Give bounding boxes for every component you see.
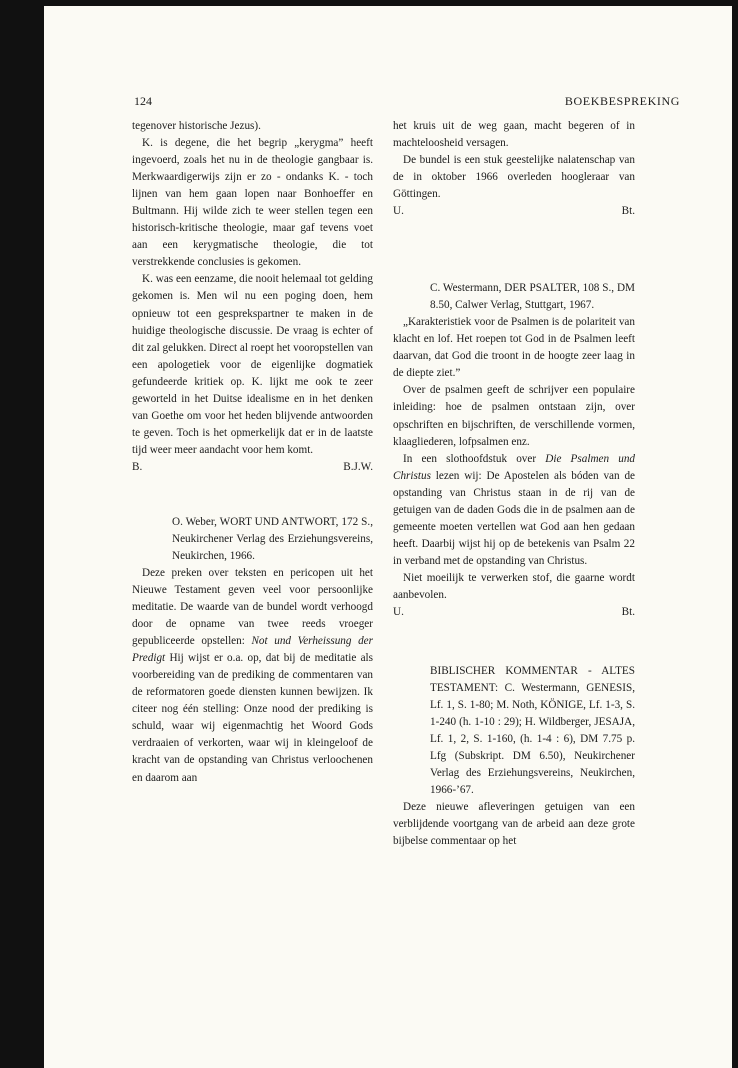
paragraph: Over de psalmen geeft de schrijver een populaire inleiding: hoe de psalmen ontstaan zijn, over opschriften en bijschriften, de verschillende vormen, klaagliederen, lofpsalmen enz. <box>393 384 635 448</box>
text-run: In een slothoofdstuk over <box>403 452 537 465</box>
paragraph <box>393 451 635 570</box>
paragraph: K. was een eenzame, die nooit helemaal tot gelding gekomen is. Men wil nu een poging doen, hem opnieuw tot een gesprekspartner te maken in de huidige theologische discussie. De vraag is echter of dit zal gelukken. Direct al roept het vooropstellen van een apologetiek voor de eigenlijke dogmatiek gefundeerde kritiek op. K. lijkt me ook te zeer geworteld in het Duitse idealisme en in het denken van Goethe om voor het heden blijvende antwoorden te geven. Toch is het opmerkelijk dat er in de laatste tijd weer meer aandacht voor hem komt. <box>132 273 373 456</box>
reviewer-signature <box>132 459 373 476</box>
paragraph: Deze nieuwe afleveringen getuigen van een verblijdende voortgang van de arbeid aan deze grote bijbelse commentaar op het <box>393 801 635 848</box>
paragraph <box>132 565 373 787</box>
signature-author: Bt. <box>621 205 635 218</box>
reviewer-signature <box>393 604 635 621</box>
review-heading: O. Weber, WORT UND ANTWORT, 172 S., Neukirchener Verlag des Erziehungsvereins, Neukirchen, 1966. <box>172 515 373 562</box>
text-run: Deze preken over teksten en pericopen uit het Nieuwe Testament geven veel voor persoonlijke meditatie. De waarde van de bundel wordt verhoogd door de opname van twee reeds vroeger gepubliceerde opstellen: <box>132 566 373 648</box>
signature-author: Bt. <box>621 606 635 619</box>
paragraph: „Karakteristiek voor de Psalmen is de polariteit van klacht en lof. Het roepen tot God in de Psalmen leeft daarvan, dat God die troont in de hoogte zeer laag in de diepte ziet.” <box>393 316 635 380</box>
italic-title: Die Psalmen und Christus <box>393 452 636 482</box>
right-column <box>393 118 635 850</box>
running-title: BOEKBESPREKING <box>564 94 680 108</box>
paragraph: het kruis uit de weg gaan, macht begeren of in machteloosheid versagen. <box>393 120 635 150</box>
italic-title: Not und Verheissung der Predigt <box>132 635 373 665</box>
signature-author: B.J.W. <box>343 460 373 473</box>
book-page <box>44 6 732 1068</box>
review-heading: C. Westermann, DER PSALTER, 108 S., DM 8.50, Calwer Verlag, Stuttgart, 1967. <box>430 282 635 312</box>
paragraph: De bundel is een stuk geestelijke nalatenschap van de in oktober 1966 overleden hoogleraar van Göttingen. <box>393 154 635 201</box>
page-number: 124 <box>134 94 152 108</box>
paragraph: Niet moeilijk te verwerken stof, die gaarne wordt aanbevolen. <box>393 571 635 601</box>
reviewer-signature <box>393 203 635 220</box>
text-run: Hij wijst er o.a. op, dat bij de meditatie als voorbereiding van de prediking de commentaren van de reformatoren goede diensten kunnen bewijzen. Ik citeer nog één stelling: Onze nood der prediking is schuld, waar wij eigenmachtig het Woord Gods verdraaien of verkorten, waar wij in kleingeloof de kracht van de opstanding van Christus verloochenen en daarom aan <box>132 652 373 784</box>
signature-initial: B. <box>132 460 143 473</box>
page-header <box>134 94 680 110</box>
signature-initial: U. <box>393 606 404 619</box>
text-run: lezen wij: De Apostelen als bóden van de opstanding van Christus staan in de rij van de getuigen van de daden Gods die in de psalmen aan de gemeente moeten vertellen wat God aan hen gedaan heeft. Daarbij wijst hij op de betekenis van Psalm 22 in verband met de opstanding van Christus. <box>393 469 636 567</box>
left-column <box>132 118 373 787</box>
review-heading: BIBLISCHER KOMMENTAR - ALTES TESTAMENT: C. Westermann, GENESIS, Lf. 1, S. 1-80; M. Noth, KÖNIGE, Lf. 1-3, S. 1-240 (h. 1-10 : 29); H. Wildberger, JESAJA, Lf. 1, 2, S. 1-160, (h. 1-4 : 6), DM 7.75 p. Lfg (Subskript. DM 6.50), Neukirchener Verlag des Erziehungsvereins, Neukirchen, 1966-’67. <box>430 665 635 797</box>
signature-initial: U. <box>393 205 404 218</box>
paragraph: K. is degene, die het begrip „kerygma” heeft ingevoerd, zoals het nu in de theologie gangbaar is. Merkwaardigerwijs zijn er zo - ondanks K. - toch lijnen van hem gaan lopen naar Bonhoeffer en Bultmann. Hij wilde zich te weer stellen tegen een historisch-kritische theologie, maar gaf tevens voet aan een kerygmatische theologie, die tot verstrekkende conclusies is gekomen. <box>132 137 373 269</box>
paragraph: tegenover historische Jezus). <box>132 120 261 132</box>
